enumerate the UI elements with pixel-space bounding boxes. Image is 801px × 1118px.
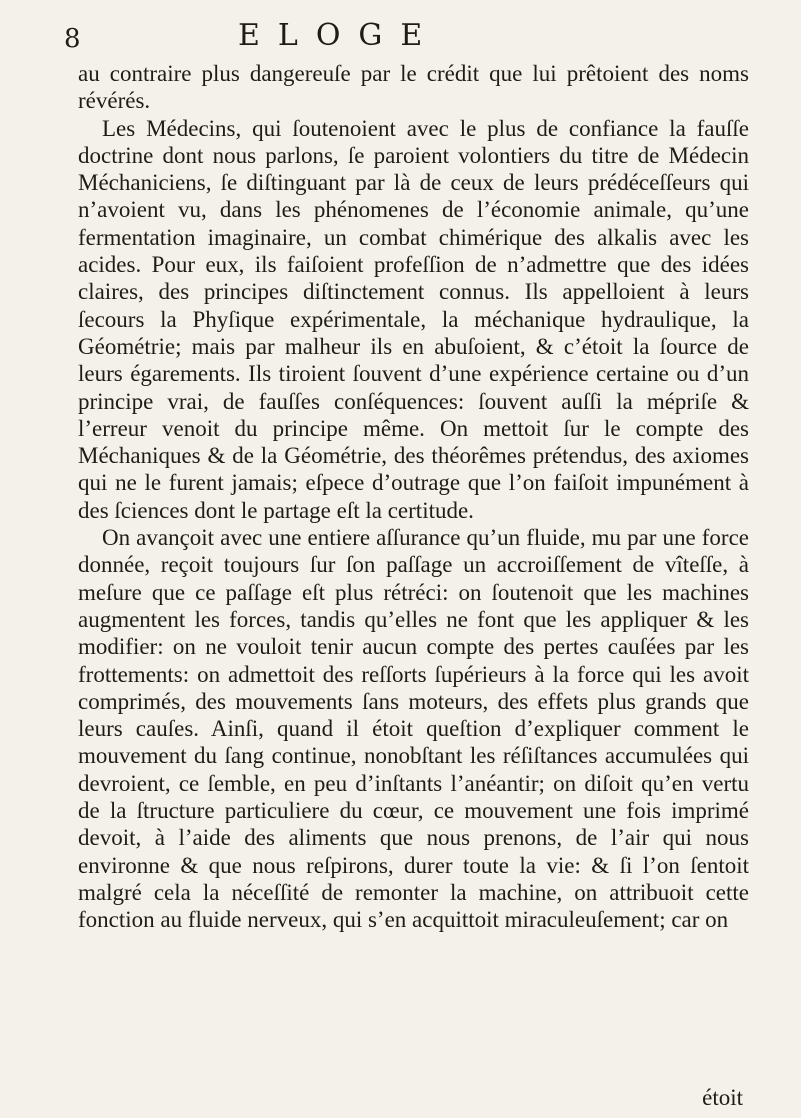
paragraph-medecins: Les Médecins, qui ſoutenoient avec le plus de confiance la fauſſe doctrine dont nous parlons, ſe paroient volontiers du titre de Médecin Méchaniciens, ſe diſtinguant par là de ceux de leurs prédéceſſeurs qui n’avoient vu, dans les phénomenes de l’économie animale, qu’une fermentation imaginaire, un combat chimérique des alkalis avec les acides. Pour eux, ils faiſoient profeſſion de n’admettre que des idées claires, des principes diſtinctement connus. Ils appelloient à leurs ſecours la Phyſique expérimentale, la méchanique hydraulique, la Géométrie; mais par malheur ils en abuſoient, & c’étoit la ſource de leurs égarements. Ils tiroient ſouvent d’une expérience certaine ou d’un principe vrai, de fauſſes conſéquences: ſouvent auſſi la mépriſe & l’erreur venoit du principe même. On mettoit ſur le compte des Méchaniques & de la Géométrie, des théorêmes prétendus, des axiomes qui ne le furent jamais; eſpece d’outrage que l’on faiſoit impunément à des ſciences dont le partage eſt la certitude. (78, 115, 749, 523)
paragraph-continuation: au contraire plus dangereuſe par le crédit que lui prêtoient des noms révérés. (78, 61, 749, 114)
running-title: ELOGE (238, 18, 441, 53)
page-header (64, 18, 749, 60)
catchword: étoit (702, 1085, 743, 1110)
body-text (78, 60, 749, 934)
page-number: 8 (64, 24, 82, 54)
paragraph-fluide: On avançoit avec une entiere aſſurance qu’un fluide, mu par une force donnée, reçoit toujours ſur ſon paſſage un accroiſſement de vîteſſe, à meſure que ce paſſage eſt plus rétréci: on ſoutenoit que les machines augmentent les forces, tandis qu’elles ne font que les appliquer & les modifier: on ne vouloit tenir aucun compte des pertes cauſées par les frottements: on admettoit des reſſorts ſupérieurs à la force qui les avoit comprimés, des mouvements ſans moteurs, des effets plus grands que leurs cauſes. Ainſi, quand il étoit queſtion d’expliquer comment le mouvement du ſang continue, nonobſtant les réſiſtances accumulées qui devroient, ce ſemble, en peu d’inſtants l’anéantir; on diſoit qu’en vertu de la ſtructure particuliere du cœur, ce mouvement une fois imprimé devoit, à l’aide des aliments que nous prenons, de l’air qui nous environne & que nous reſpirons, durer toute la vie: & ſi l’on ſentoit malgré cela la néceſſité de remonter la machine, on attribuoit cette fonction au fluide nerveux, qui s’en acquittoit miraculeuſement; car on (78, 525, 749, 933)
